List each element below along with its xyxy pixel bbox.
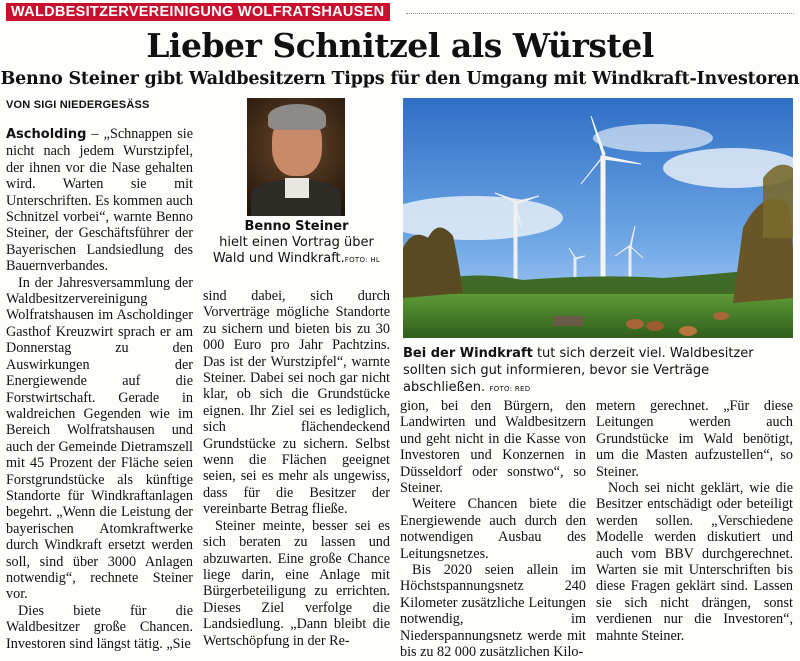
portrait-caption-name: Benno Steiner [244,219,349,234]
paragraph: Noch sei nicht geklärt, wie die Besitzer entschädigt oder beteiligt werden sollen. „Verschiedene Modelle werden diskutiert und auch vom BBV durchgerechnet. Warten sie mit Unterschriften bis diese Fragen geklärt sind. Lassen sie sich nicht drängen, sonst verdienen nur die Investoren“, mahnte Steiner. [596,480,793,644]
photo-caption [403,345,793,398]
body-column-2 [203,288,390,649]
body-column-4 [596,398,793,644]
paragraph-text: – „Schnappen sie nicht nach jedem Wurstzipfel, der ihnen vor die Nase gehalten wird. Warten sie mit Unterschriften. Es kommen auch Schnitzel vorbei“, warnte Benno Steiner, der Geschäftsführer der Bayerischen Landsiedlung des Bauernverbandes. [6,126,193,275]
article-subhead: Benno Steiner gibt Waldbesitzern Tipps für den Umgang mit Windkraft-Investoren [0,69,800,89]
paragraph: metern gerechnet. „Für diese Leitungen werden auch Grundstücke im Wald benötigt, um die Masten aufzustellen“, so Steiner. [596,398,793,480]
body-column-3 [400,398,586,661]
paragraph [6,126,193,275]
photo-caption-lead: Bei der Windkraft [403,346,533,361]
photo-credit: FOTO: RED [489,385,531,393]
kicker-row [6,3,794,21]
byline: VON SIGI NIEDERGESÄSS [6,99,150,111]
photo-caption-text: tut sich derzeit viel. Waldbesitzer sollten sich gut informieren, bevor sie Verträge abschließen. [403,346,754,395]
portrait-hair [268,104,326,130]
portrait-photo [247,98,345,216]
paragraph: Bis 2020 seien allein im Höchstspannungsnetz 240 Kilometer zusätzliche Leitungen notwendig, im Niederspannungsnetz werde mit bis zu 82 000 zusätzlichen Kilo- [400,562,586,661]
portrait-photo-credit: FOTO: HL [344,256,381,264]
paragraph: sind dabei, sich durch Vorverträge mögliche Standorte zu sichern und bieten bis zu 30 000 Euro pro Jahr Pachtzins. Das ist der Wurstzipfel“, warnte Steiner. Dabei sei noch gar nicht klar, ob sich die Grundstücke eignen. Ihr Ziel sei es lediglich, sich flächendeckend Grundstücke zu sichern. Selbst wenn die Flächen geeignet seien, sei es mehr als ungewiss, dass für die Besitzer der vereinbarte Betrag fließe. [203,288,390,518]
paragraph: Dies biete für die Waldbesitzer große Chancen. Investoren sind längst tätig. „Sie [6,602,193,652]
paragraph: Weitere Chancen biete die Energiewende auch durch den notwendigen Ausbau des Leitungsnetzes. [400,496,586,562]
dateline: Ascholding [6,127,87,142]
portrait-collar [285,178,309,198]
section-kicker: WALDBESITZERVEREINIGUNG WOLFRATSHAUSEN [6,3,390,21]
paragraph: Steiner meinte, besser sei es sich beraten zu lassen und abzuwarten. Eine große Chance liege darin, eine Anlage mit Bürgerbeteiligung zu errichten. Dieses Ziel verfolge die Landsiedlung. „Dann bleibt die Wertschöpfung in der Re- [203,517,390,649]
portrait-caption-text: hielt einen Vortrag über Wald und Windkraft. [212,235,374,266]
article-headline: Lieber Schnitzel als Würstel [146,26,654,65]
windturbine-photo [403,98,793,338]
windturbine-photo-art [403,98,793,338]
body-column-1 [6,126,193,652]
paragraph: In der Jahresversammlung der Waldbesitzervereinigung Wolfratshausen im Ascholdinger Gasthof Kreuzwirt sprach er am Donnerstag zu den Auswirkungen der Energiewende auf die Forstwirtschaft. Gerade in waldreichen Gegenden wie im Bereich Wolfratshausen und auch der Gemeinde Dietramszell mit 45 Prozent der Fläche seien Forstgrundstücke als künftige Standorte für Windkraftanlagen begehrt. „Wenn die Leistung der bayerischen Atomkraftwerke durch Windkraft ersetzt werden soll, sind über 3000 Anlagen notwendig“, rechnete Steiner vor. [6,274,193,603]
kicker-dotted-rule [406,13,794,14]
portrait-caption [203,219,390,268]
paragraph: gion, bei den Bürgern, den Landwirten und Waldbesitzern und geht nicht in die Kasse von Investoren und Konzernen in Düsseldorf oder sonstwo“, so Steiner. [400,398,586,497]
